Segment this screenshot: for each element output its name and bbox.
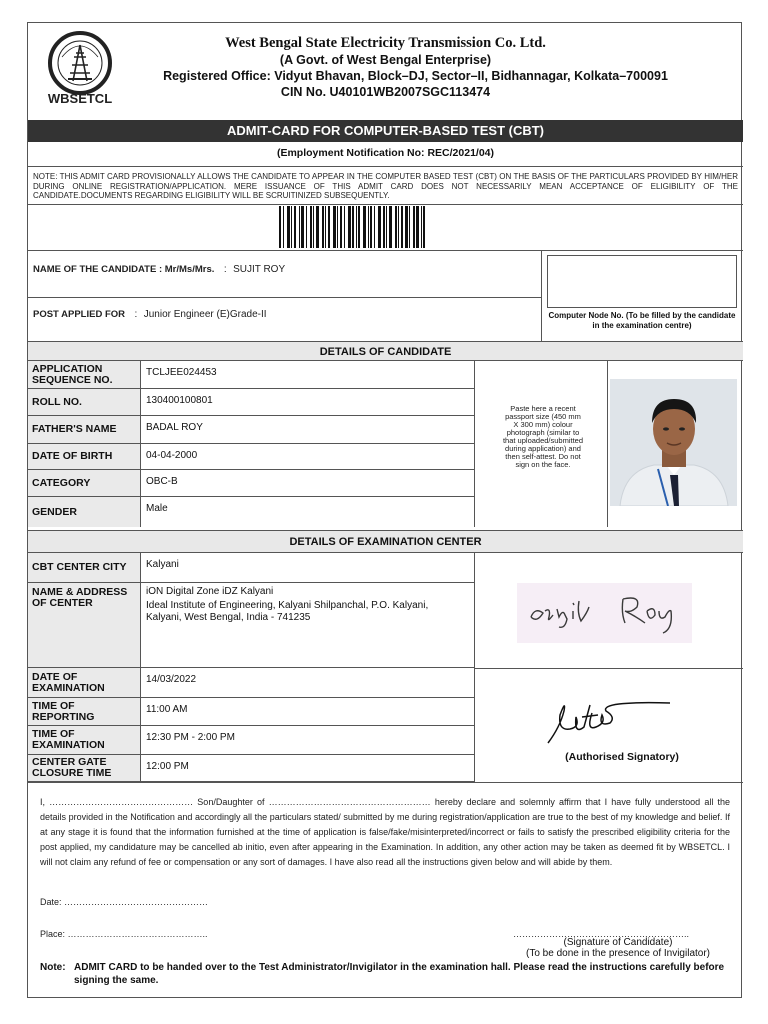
detail-value: 04-04-2000	[146, 450, 198, 461]
exam-label: TIME OF REPORTING	[28, 698, 141, 725]
post-label: POST APPLIED FOR	[33, 309, 126, 320]
detail-row-5	[28, 497, 474, 527]
exam-time: 12:30 PM - 2:00 PM	[146, 732, 235, 743]
office-line: Registered Office: Vidyut Bhavan, Block–DJ, Sector–II, Bidhannagar, Kolkata–700091	[163, 69, 668, 83]
detail-row-4	[28, 470, 474, 497]
place-line[interactable]: Place: ………………………………………..	[40, 929, 208, 939]
barcode-icon	[279, 206, 479, 248]
detail-label: GENDER	[28, 497, 141, 527]
computer-node-box[interactable]	[547, 255, 737, 308]
authorised-signatory: (Authorised Signatory)	[565, 751, 679, 763]
photo-instructions: Paste here a recent passport size (450 mm X 300 mm) colour photograph (similar to that uploaded/submitted during application) and then self-attest. Do not sign on the face.	[502, 404, 584, 469]
candidate-photo	[610, 379, 737, 506]
notification-number: (Employment Notification No: REC/2021/04)	[276, 147, 495, 159]
signature-of-candidate-label: (Signature of Candidate)	[563, 937, 673, 948]
exam-label: TIME OF EXAMINATION	[28, 726, 141, 754]
detail-value: OBC-B	[146, 476, 178, 487]
name-label: NAME OF THE CANDIDATE : Mr/Ms/Mrs.	[33, 264, 215, 275]
candidate-signature	[517, 583, 692, 643]
exam-city: Kalyani	[146, 559, 179, 570]
exam-date-row	[28, 668, 474, 698]
candidate-name: SUJIT ROY	[233, 264, 286, 275]
detail-label: FATHER'S NAME	[28, 416, 141, 443]
exam-city-row	[28, 553, 474, 583]
center-address-line2: Kalyani, West Bengal, India - 741235	[146, 612, 311, 623]
candidate-block	[28, 250, 542, 342]
detail-value: Male	[146, 503, 168, 514]
detail-row-1	[28, 389, 474, 416]
exam-label: NAME & ADDRESS OF CENTER	[28, 583, 141, 667]
detail-row-3	[28, 444, 474, 470]
exam-date: 14/03/2022	[146, 674, 197, 685]
center-name: iON Digital Zone iDZ Kalyani	[146, 586, 274, 597]
post-sep: :	[134, 309, 138, 320]
govt-line: (A Govt. of West Bengal Enterprise)	[279, 53, 492, 67]
center-address-line1: Ideal Institute of Engineering, Kalyani Shilpanchal, P.O. Kalyani,	[146, 600, 429, 611]
declaration-text: I, ………………………………………… Son/Daughter of ……………………………………………… hereby declare and solemnly affirm that I have fully understood all the details provided in the Notification and accordingly all the particulars stated/ submitted by me during registration/application are true to the best of my knowledge and belief. If at any stage it is found that the information furnished at the time of application is false/fake/misinterpreted/incorrect or fails to satisfy the prescribed eligibility criteria for the post applied, my candidature may be cancelled ab initio, even after appearing in the Examination. In addition, any other action may be taken as deemed fit by WBSETCL. I will not claim any refund of fee or compensation or any sort of damages. I have also read all the instructions given below and will abide by them.	[40, 797, 730, 867]
cin-line: CIN No. U40101WB2007SGC113474	[280, 85, 491, 99]
detail-value: TCLJEE024453	[146, 367, 217, 378]
final-note-label: Note:	[40, 962, 66, 973]
date-line[interactable]: Date: …………………………………………	[40, 897, 209, 907]
exam-gate-row	[28, 755, 474, 782]
details-title: DETAILS OF CANDIDATE	[28, 341, 743, 361]
detail-row-2	[28, 416, 474, 444]
exam-gate-time: 12:00 PM	[146, 761, 189, 772]
provisional-note: NOTE: THIS ADMIT CARD PROVISIONALLY ALLOWS THE CANDIDATE TO APPEAR IN THE COMPUTER BASED TEST (CBT) ON THE BASIS OF THE PARTICULARS PROVIDED BY HIM/HER DURING ONLINE REGISTRATION/APPLICATION. MERE ISSUANCE OF THIS ADMIT CARD DOES NOT NECESSARILY MEAN ACCEPTANCE OF ELIGIBILITY OF THE CANDIDATE.DOCUMENTS REGARDING ELIGIBILITY WILL BE SCRUITINIZED SUBSEQUENTLY.	[33, 172, 738, 200]
exam-title: DETAILS OF EXAMINATION CENTER	[28, 530, 743, 553]
exam-address-row	[28, 583, 474, 668]
admit-card	[27, 22, 742, 998]
candidate-signature-line[interactable]: …………………………………………………..	[513, 929, 690, 939]
signature-presence-note: (To be done in the presence of Invigilator)	[526, 948, 710, 959]
exam-label: CENTER GATE CLOSURE TIME	[28, 755, 141, 781]
detail-label: CATEGORY	[28, 470, 141, 496]
detail-value: 130400100801	[146, 395, 213, 406]
detail-label: APPLICATION SEQUENCE NO.	[28, 361, 141, 388]
exam-label: CBT CENTER CITY	[28, 553, 141, 582]
exam-reporting-time: 11:00 AM	[146, 704, 188, 715]
detail-label: DATE OF BIRTH	[28, 444, 141, 469]
company-name: West Bengal State Electricity Transmission Co. Ltd.	[225, 35, 546, 51]
detail-label: ROLL NO.	[28, 389, 141, 415]
authorised-signature-icon	[540, 691, 700, 751]
logo-text: WBSETCL	[47, 91, 113, 106]
post-applied: Junior Engineer (E)Grade-II	[143, 309, 267, 320]
exam-reporting-row	[28, 698, 474, 726]
computer-node-note: Computer Node No. (To be filled by the candidate in the examination centre)	[548, 311, 736, 330]
detail-value: BADAL ROY	[146, 422, 203, 433]
exam-time-row	[28, 726, 474, 755]
exam-label: DATE OF EXAMINATION	[28, 668, 141, 697]
name-sep: :	[223, 264, 227, 275]
detail-row-0	[28, 361, 474, 389]
admit-card-banner: ADMIT-CARD FOR COMPUTER-BASED TEST (CBT)	[28, 120, 743, 142]
final-note: ADMIT CARD to be handed over to the Test Administrator/Invigilator in the examination hall. Please read the instructions carefully before signing the same.	[74, 962, 725, 986]
